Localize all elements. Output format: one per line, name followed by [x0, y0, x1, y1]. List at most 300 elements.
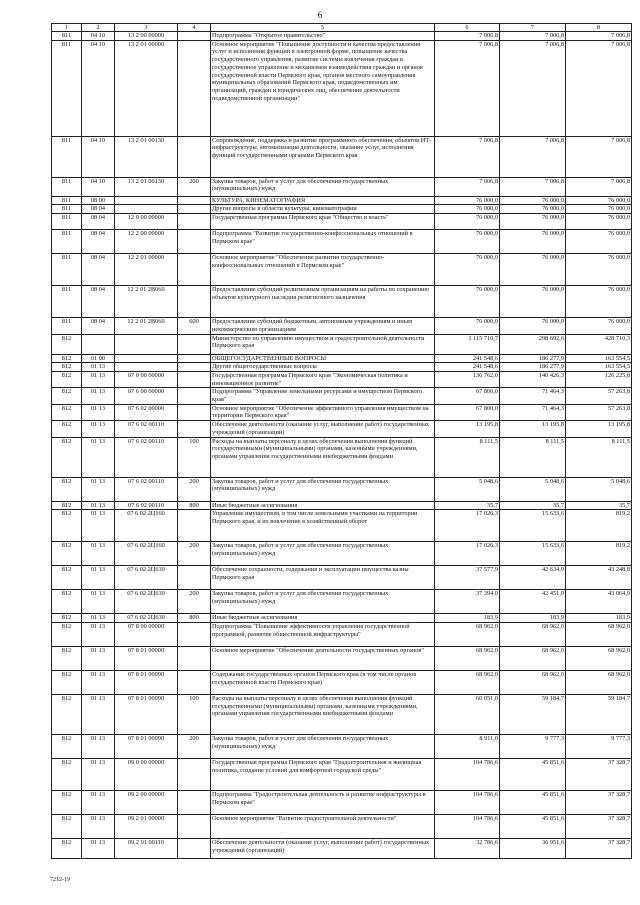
description-cell: Закупка товаров, работ и услуг для обеспечения государственных (муниципальных) нужд: [211, 542, 435, 566]
amount-year1-cell: 76 000,0: [435, 230, 500, 254]
description-cell: Закупка товаров, работ и услуг для обеспечения государственных (муниципальных) нужд: [211, 734, 435, 758]
table-row: [52, 542, 632, 566]
section-code-cell: 01 00: [82, 354, 115, 363]
amount-year1-cell: 7 006,8: [435, 177, 500, 196]
amount-year3-cell: 76 000,0: [566, 205, 632, 214]
amount-year3-cell: 68 962,0: [566, 646, 632, 670]
target-article-cell: 13 2 01 00130: [115, 177, 178, 196]
table-row: [52, 421, 632, 437]
table-row: [52, 734, 632, 758]
target-article-cell: [115, 363, 178, 372]
table-row: [52, 646, 632, 670]
expense-type-cell: 100: [178, 694, 211, 734]
section-code-cell: 08 04: [82, 205, 115, 214]
section-code-cell: 01 13: [82, 510, 115, 542]
section-code-cell: 01 13: [82, 670, 115, 694]
amount-year3-cell: 76 000,0: [566, 318, 632, 334]
amount-year2-cell: 186 277,9: [500, 354, 566, 363]
target-article-cell: 12 2 01 2В060: [115, 286, 178, 318]
description-cell: Основное мероприятие "Обеспечение эффективного управления имуществом на территории Пермского края": [211, 404, 435, 420]
amount-year1-cell: 68 962,0: [435, 670, 500, 694]
section-code-cell: 04 10: [82, 40, 115, 136]
amount-year1-cell: 17 026,3: [435, 510, 500, 542]
ministry-code-cell: 812: [52, 510, 82, 542]
target-article-cell: 09 2 00 00000: [115, 790, 178, 814]
amount-year2-cell: 35,7: [500, 501, 566, 510]
ministry-code-cell: 812: [52, 590, 82, 614]
amount-year2-cell: 7 006,8: [500, 32, 566, 41]
section-code-cell: 01 13: [82, 501, 115, 510]
ministry-code-cell: 812: [52, 404, 82, 420]
col-header: 2: [82, 24, 115, 32]
section-code-cell: 08 04: [82, 286, 115, 318]
amount-year1-cell: 7 006,8: [435, 32, 500, 41]
amount-year1-cell: 1 115 710,7: [435, 334, 500, 354]
col-header: 3: [115, 24, 178, 32]
amount-year3-cell: 37 328,7: [566, 790, 632, 814]
ministry-code-cell: 812: [52, 421, 82, 437]
amount-year1-cell: 136 762,0: [435, 371, 500, 387]
section-code-cell: 08 04: [82, 230, 115, 254]
description-cell: Государственная программа Пермского края "Градостроительная и жилищная политика, создание условий для комфортной городской среды": [211, 758, 435, 790]
budget-table: [51, 23, 632, 859]
table-row: [52, 286, 632, 318]
amount-year3-cell: 7 006,8: [566, 177, 632, 196]
section-code-cell: 01 13: [82, 421, 115, 437]
ministry-code-cell: 811: [52, 177, 82, 196]
amount-year2-cell: 7 006,8: [500, 40, 566, 136]
description-cell: Иные бюджетные ассигнования: [211, 501, 435, 510]
footer-code: 7212-19: [50, 877, 70, 883]
expense-type-cell: [178, 136, 211, 177]
amount-year3-cell: 76 000,0: [566, 214, 632, 230]
amount-year3-cell: 76 000,0: [566, 230, 632, 254]
target-article-cell: 07 8 00 00000: [115, 622, 178, 646]
amount-year1-cell: 5 048,6: [435, 477, 500, 501]
expense-type-cell: [178, 388, 211, 404]
ministry-code-cell: 811: [52, 196, 82, 205]
ministry-code-cell: 812: [52, 371, 82, 387]
amount-year1-cell: 8 911,0: [435, 734, 500, 758]
amount-year1-cell: 60 051,0: [435, 694, 500, 734]
amount-year3-cell: 7 006,8: [566, 40, 632, 136]
target-article-cell: [115, 334, 178, 354]
description-cell: Расходы на выплаты персоналу в целях обеспечения выполнения функций государственными (муниципальными) органами, казенными учреждениями, органами управления государственными внебюджетными фондами: [211, 437, 435, 477]
expense-type-cell: 600: [178, 318, 211, 334]
amount-year2-cell: 7 006,8: [500, 177, 566, 196]
amount-year3-cell: 43 248,8: [566, 566, 632, 590]
description-cell: Содержание государственных органов Пермского края (в том числе органов государственной власти Пермского края): [211, 670, 435, 694]
ministry-code-cell: 811: [52, 318, 82, 334]
amount-year2-cell: 76 000,0: [500, 196, 566, 205]
amount-year1-cell: 67 800,0: [435, 388, 500, 404]
ministry-code-cell: 812: [52, 670, 82, 694]
amount-year2-cell: 42 451,0: [500, 590, 566, 614]
description-cell: Другие общегосударственные вопросы: [211, 363, 435, 372]
description-cell: Предоставление субсидий религиозным организациям на работы по сохранению объектов культурного наследия религиозного назначения: [211, 286, 435, 318]
expense-type-cell: [178, 334, 211, 354]
section-code-cell: 01 13: [82, 758, 115, 790]
section-code-cell: 01 13: [82, 790, 115, 814]
section-code-cell: 01 13: [82, 477, 115, 501]
target-article-cell: [115, 196, 178, 205]
target-article-cell: 07 6 00 00000: [115, 388, 178, 404]
amount-year2-cell: 15 633,6: [500, 510, 566, 542]
expense-type-cell: 200: [178, 177, 211, 196]
expense-type-cell: 800: [178, 614, 211, 623]
table-row: [52, 32, 632, 41]
section-code-cell: 01 13: [82, 566, 115, 590]
target-article-cell: 09 2 01 00000: [115, 814, 178, 838]
col-header: 8: [566, 24, 632, 32]
amount-year2-cell: 71 464,3: [500, 404, 566, 420]
description-cell: Подпрограмма "Управление земельными ресурсами и имуществом Пермского края": [211, 388, 435, 404]
amount-year2-cell: 76 000,0: [500, 205, 566, 214]
ministry-code-cell: 811: [52, 230, 82, 254]
description-cell: Обеспечение деятельности (оказание услуг, выполнение работ) государственных учреждений (организаций): [211, 838, 435, 858]
description-cell: Подпрограмма "Открытое правительство": [211, 32, 435, 41]
amount-year1-cell: 68 962,0: [435, 646, 500, 670]
description-cell: Основное мероприятие "Обеспечение деятельности государственных органов": [211, 646, 435, 670]
expense-type-cell: [178, 421, 211, 437]
expense-type-cell: [178, 404, 211, 420]
amount-year1-cell: 32 786,6: [435, 838, 500, 858]
description-cell: Подпрограмма "Повышение эффективности управления государственной программой, развитие общественной инфраструктуры": [211, 622, 435, 646]
section-code-cell: 01 13: [82, 388, 115, 404]
section-code-cell: 01 13: [82, 542, 115, 566]
expense-type-cell: [178, 790, 211, 814]
amount-year2-cell: 9 777,3: [500, 734, 566, 758]
section-code-cell: 01 13: [82, 437, 115, 477]
target-article-cell: 07 8 01 00090: [115, 694, 178, 734]
ministry-code-cell: 812: [52, 363, 82, 372]
ministry-code-cell: 812: [52, 614, 82, 623]
amount-year3-cell: 37 328,7: [566, 838, 632, 858]
expense-type-cell: [178, 670, 211, 694]
description-cell: Обеспечение сохранности, содержания и эксплуатации имущества казны Пермского края: [211, 566, 435, 590]
ministry-code-cell: 811: [52, 136, 82, 177]
section-code-cell: 01 13: [82, 363, 115, 372]
table-row: [52, 371, 632, 387]
target-article-cell: 07 8 01 00000: [115, 646, 178, 670]
expense-type-cell: [178, 363, 211, 372]
target-article-cell: 09 0 00 00000: [115, 758, 178, 790]
target-article-cell: 13 2 01 00130: [115, 136, 178, 177]
table-row: [52, 670, 632, 694]
ministry-code-cell: 812: [52, 334, 82, 354]
ministry-code-cell: 811: [52, 32, 82, 41]
description-cell: Предоставление субсидий бюджетным, автономным учреждениям и иным некоммерческим организациям: [211, 318, 435, 334]
header-row: [52, 24, 632, 32]
ministry-code-cell: 812: [52, 622, 82, 646]
expense-type-cell: 800: [178, 501, 211, 510]
section-code-cell: 01 13: [82, 734, 115, 758]
target-article-cell: 07 6 02 00110: [115, 477, 178, 501]
description-cell: Подпрограмма "Развитие государственно-конфессиональных отношений в Пермском крае": [211, 230, 435, 254]
amount-year2-cell: 42 634,9: [500, 566, 566, 590]
expense-type-cell: [178, 566, 211, 590]
amount-year3-cell: 163 554,5: [566, 354, 632, 363]
expense-type-cell: [178, 510, 211, 542]
amount-year2-cell: 45 851,6: [500, 758, 566, 790]
amount-year1-cell: 68 962,0: [435, 622, 500, 646]
target-article-cell: 12 0 00 00000: [115, 214, 178, 230]
description-cell: Подпрограмма "Градостроительная деятельность и развитие инфраструктуры в Пермском крае": [211, 790, 435, 814]
expense-type-cell: [178, 758, 211, 790]
amount-year2-cell: 36 951,6: [500, 838, 566, 858]
amount-year2-cell: 76 000,0: [500, 214, 566, 230]
section-code-cell: 01 13: [82, 814, 115, 838]
ministry-code-cell: 811: [52, 214, 82, 230]
expense-type-cell: [178, 205, 211, 214]
section-code-cell: 01 13: [82, 614, 115, 623]
table-row: [52, 40, 632, 136]
target-article-cell: 07 8 01 00090: [115, 670, 178, 694]
target-article-cell: 07 0 00 00000: [115, 371, 178, 387]
amount-year3-cell: 7 006,8: [566, 136, 632, 177]
amount-year3-cell: 76 000,0: [566, 196, 632, 205]
expense-type-cell: [178, 286, 211, 318]
expense-type-cell: 200: [178, 590, 211, 614]
ministry-code-cell: 812: [52, 838, 82, 858]
section-code-cell: [82, 334, 115, 354]
amount-year1-cell: 76 000,0: [435, 318, 500, 334]
description-cell: КУЛЬТУРА, КИНЕМАТОГРАФИЯ: [211, 196, 435, 205]
amount-year1-cell: 183,9: [435, 614, 500, 623]
page-number: 6: [317, 10, 323, 20]
amount-year2-cell: 45 851,6: [500, 814, 566, 838]
amount-year3-cell: 819,2: [566, 542, 632, 566]
target-article-cell: 07 8 01 00090: [115, 734, 178, 758]
amount-year3-cell: 68 962,0: [566, 670, 632, 694]
table-row: [52, 566, 632, 590]
amount-year3-cell: 8 111,5: [566, 437, 632, 477]
amount-year1-cell: 241 548,6: [435, 354, 500, 363]
amount-year2-cell: 7 006,8: [500, 136, 566, 177]
table-row: [52, 214, 632, 230]
amount-year3-cell: 68 962,0: [566, 622, 632, 646]
amount-year2-cell: 76 000,0: [500, 254, 566, 286]
amount-year2-cell: 59 184,7: [500, 694, 566, 734]
expense-type-cell: [178, 838, 211, 858]
section-code-cell: 01 13: [82, 838, 115, 858]
amount-year1-cell: 76 000,0: [435, 286, 500, 318]
amount-year1-cell: 104 786,6: [435, 758, 500, 790]
ministry-code-cell: 812: [52, 477, 82, 501]
expense-type-cell: [178, 254, 211, 286]
amount-year3-cell: 5 048,6: [566, 477, 632, 501]
description-cell: Основное мероприятие "Повышение доступности и качества предоставления услуг и исполнения функций в электронной форме, повышение качества государственного управления, развитие системы вовлечения граждан в государственное управление и механизмов взаимодействия граждан и органов государственной власти Пермского края, органов местного самоуправления муниципальных образований Пермского края, подведомственных им организаций, граждан и юридических лиц, обеспечение деятельности подведомственной организации": [211, 40, 435, 136]
description-cell: Основное мероприятие "Развитие градостроительной деятельности": [211, 814, 435, 838]
amount-year3-cell: 13 195,8: [566, 421, 632, 437]
section-code-cell: 08 00: [82, 196, 115, 205]
amount-year2-cell: 183,9: [500, 614, 566, 623]
expense-type-cell: [178, 40, 211, 136]
ministry-code-cell: 812: [52, 437, 82, 477]
table-row: [52, 758, 632, 790]
table-row: [52, 388, 632, 404]
ministry-code-cell: 812: [52, 734, 82, 758]
target-article-cell: 07 6 02 00110: [115, 421, 178, 437]
amount-year1-cell: 13 195,8: [435, 421, 500, 437]
amount-year2-cell: 71 464,3: [500, 388, 566, 404]
section-code-cell: 01 13: [82, 371, 115, 387]
amount-year1-cell: 37 394,0: [435, 590, 500, 614]
amount-year2-cell: 15 633,6: [500, 542, 566, 566]
amount-year3-cell: 43 064,9: [566, 590, 632, 614]
ministry-code-cell: 812: [52, 501, 82, 510]
expense-type-cell: [178, 214, 211, 230]
target-article-cell: 09 2 01 00110: [115, 838, 178, 858]
expense-type-cell: 100: [178, 437, 211, 477]
expense-type-cell: 200: [178, 542, 211, 566]
table-row: [52, 404, 632, 420]
section-code-cell: 01 13: [82, 404, 115, 420]
amount-year3-cell: 35,7: [566, 501, 632, 510]
col-header: 1: [52, 24, 82, 32]
target-article-cell: 07 6 02 00000: [115, 404, 178, 420]
ministry-code-cell: 812: [52, 646, 82, 670]
section-code-cell: 01 13: [82, 694, 115, 734]
amount-year2-cell: 76 000,0: [500, 286, 566, 318]
section-code-cell: 04 10: [82, 177, 115, 196]
target-article-cell: 07 6 02 2Ц630: [115, 566, 178, 590]
ministry-code-cell: 812: [52, 354, 82, 363]
table-row: [52, 501, 632, 510]
amount-year3-cell: 9 777,3: [566, 734, 632, 758]
amount-year1-cell: 35,7: [435, 501, 500, 510]
table-row: [52, 136, 632, 177]
table-row: [52, 318, 632, 334]
description-cell: Министерство по управлению имуществом и градостроительной деятельности Пермского края: [211, 334, 435, 354]
amount-year1-cell: 8 111,5: [435, 437, 500, 477]
target-article-cell: 07 6 02 2Ц160: [115, 510, 178, 542]
section-code-cell: 01 13: [82, 622, 115, 646]
description-cell: ОБЩЕГОСУДАРСТВЕННЫЕ ВОПРОСЫ: [211, 354, 435, 363]
amount-year3-cell: 7 006,8: [566, 32, 632, 41]
expense-type-cell: [178, 371, 211, 387]
amount-year1-cell: 17 026,3: [435, 542, 500, 566]
expense-type-cell: [178, 32, 211, 41]
section-code-cell: 01 13: [82, 646, 115, 670]
amount-year1-cell: 37 577,9: [435, 566, 500, 590]
ministry-code-cell: 812: [52, 388, 82, 404]
ministry-code-cell: 812: [52, 790, 82, 814]
amount-year3-cell: 428 710,3: [566, 334, 632, 354]
amount-year3-cell: 819,2: [566, 510, 632, 542]
ministry-code-cell: 811: [52, 205, 82, 214]
expense-type-cell: [178, 196, 211, 205]
amount-year2-cell: 186 277,9: [500, 363, 566, 372]
amount-year2-cell: 76 000,0: [500, 318, 566, 334]
amount-year2-cell: 68 962,0: [500, 670, 566, 694]
target-article-cell: 07 6 02 2Ц630: [115, 590, 178, 614]
expense-type-cell: 200: [178, 734, 211, 758]
expense-type-cell: [178, 646, 211, 670]
description-cell: Сопровождение, поддержка и развитие программного обеспечения, объектов ИТ-инфраструктуры, автоматизация деятельности, оказание услуг, исполнения функций государственными органами Пермского края: [211, 136, 435, 177]
expense-type-cell: [178, 622, 211, 646]
description-cell: Иные бюджетные ассигнования: [211, 614, 435, 623]
table-row: [52, 590, 632, 614]
amount-year1-cell: 67 800,0: [435, 404, 500, 420]
amount-year1-cell: 104 786,6: [435, 814, 500, 838]
table-row: [52, 437, 632, 477]
amount-year3-cell: 57 263,8: [566, 404, 632, 420]
target-article-cell: 07 6 02 00110: [115, 437, 178, 477]
expense-type-cell: [178, 230, 211, 254]
table-row: [52, 622, 632, 646]
amount-year3-cell: 59 184,7: [566, 694, 632, 734]
amount-year1-cell: 7 006,8: [435, 136, 500, 177]
table-row: [52, 694, 632, 734]
target-article-cell: 12 2 01 2В060: [115, 318, 178, 334]
table-row: [52, 196, 632, 205]
col-header: 6: [435, 24, 500, 32]
table-row: [52, 363, 632, 372]
target-article-cell: 13 2 00 00000: [115, 32, 178, 41]
amount-year1-cell: 76 000,0: [435, 205, 500, 214]
amount-year2-cell: 76 000,0: [500, 230, 566, 254]
expense-type-cell: 200: [178, 477, 211, 501]
description-cell: Управление имуществом, в том числе земельными участками на территории Пермского края, и их вовлечение в хозяйственный оборот: [211, 510, 435, 542]
description-cell: Закупка товаров, работ и услуг для обеспечения государственных (муниципальных) нужд: [211, 590, 435, 614]
table-row: [52, 790, 632, 814]
ministry-code-cell: 811: [52, 254, 82, 286]
section-code-cell: 01 13: [82, 590, 115, 614]
amount-year1-cell: 76 000,0: [435, 254, 500, 286]
amount-year1-cell: 241 548,6: [435, 363, 500, 372]
target-article-cell: 13 2 01 00000: [115, 40, 178, 136]
col-header: 5: [211, 24, 435, 32]
amount-year2-cell: 13 195,8: [500, 421, 566, 437]
section-code-cell: 08 04: [82, 214, 115, 230]
amount-year1-cell: 104 786,6: [435, 790, 500, 814]
table-row: [52, 177, 632, 196]
section-code-cell: 08 04: [82, 254, 115, 286]
description-cell: Закупка товаров, работ и услуг для обеспечения государственных (муниципальных) нужд: [211, 477, 435, 501]
ministry-code-cell: 812: [52, 566, 82, 590]
amount-year2-cell: 45 851,6: [500, 790, 566, 814]
ministry-code-cell: 812: [52, 542, 82, 566]
amount-year3-cell: 57 263,8: [566, 388, 632, 404]
table-row: [52, 254, 632, 286]
section-code-cell: 08 04: [82, 318, 115, 334]
amount-year1-cell: 7 006,8: [435, 40, 500, 136]
section-code-cell: 04 10: [82, 32, 115, 41]
target-article-cell: 07 6 02 2Ц630: [115, 614, 178, 623]
ministry-code-cell: 811: [52, 286, 82, 318]
table-row: [52, 814, 632, 838]
table-row: [52, 477, 632, 501]
ministry-code-cell: 812: [52, 814, 82, 838]
description-cell: Государственная программа Пермского края "Экономическая политика и инновационное развитие": [211, 371, 435, 387]
amount-year1-cell: 76 000,0: [435, 196, 500, 205]
description-cell: Государственная программа Пермского края "Общество и власть": [211, 214, 435, 230]
amount-year3-cell: 37 328,7: [566, 758, 632, 790]
ministry-code-cell: 812: [52, 694, 82, 734]
amount-year2-cell: 298 692,6: [500, 334, 566, 354]
table-row: [52, 510, 632, 542]
expense-type-cell: [178, 814, 211, 838]
target-article-cell: 12 2 00 00000: [115, 230, 178, 254]
target-article-cell: 07 6 02 2Ц160: [115, 542, 178, 566]
amount-year2-cell: 140 426,3: [500, 371, 566, 387]
description-cell: Расходы на выплаты персоналу в целях обеспечения выполнения функций государственными (муниципальными) органами, казенными учреждениями, органами управления государственными внебюджетными фондами: [211, 694, 435, 734]
amount-year3-cell: 76 000,0: [566, 286, 632, 318]
col-header: 7: [500, 24, 566, 32]
amount-year3-cell: 183,9: [566, 614, 632, 623]
expense-type-cell: [178, 354, 211, 363]
